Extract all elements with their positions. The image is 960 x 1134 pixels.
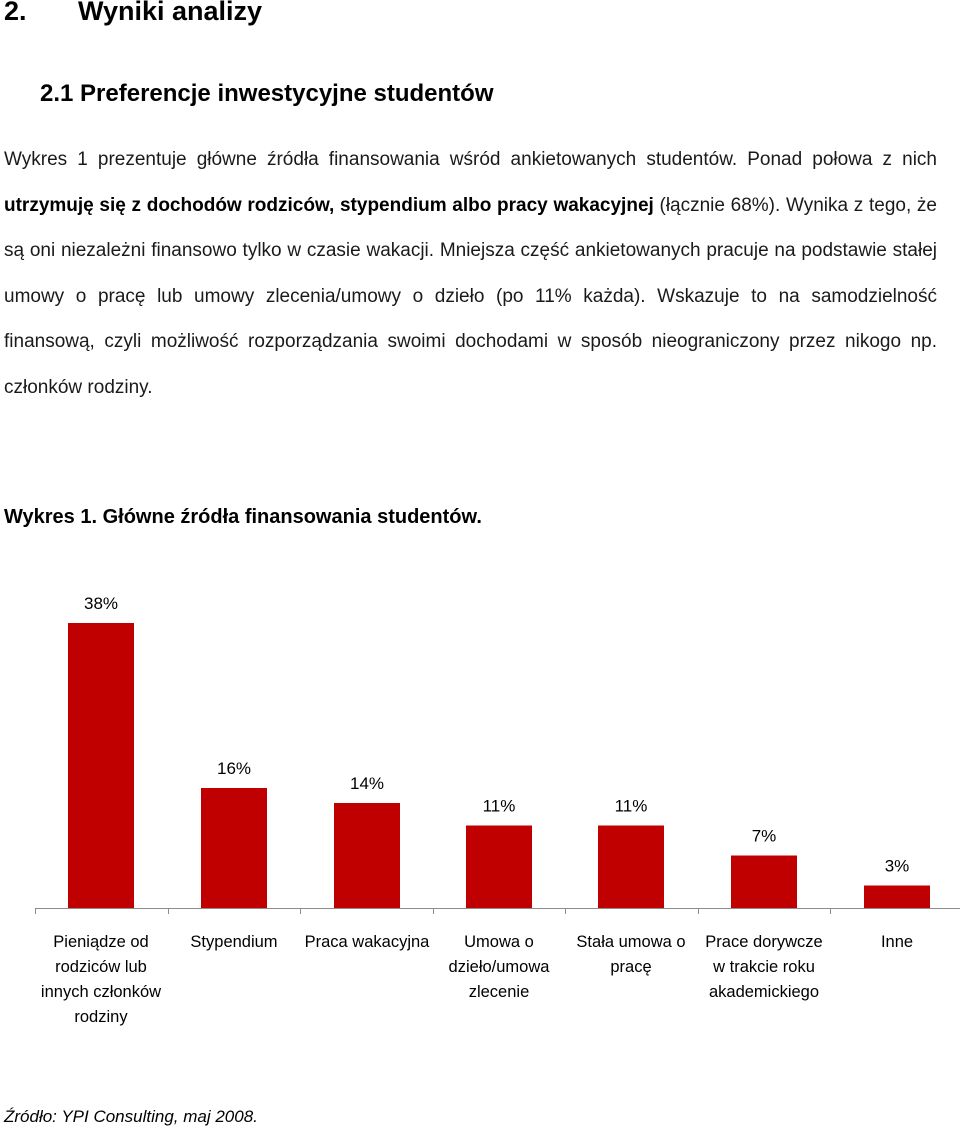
source-note: Źródło: YPI Consulting, maj 2008. — [4, 1107, 258, 1126]
x-tick-label: Stypendium — [190, 933, 278, 951]
x-tick-label: Stała umowa o pracę — [576, 933, 686, 976]
bar — [598, 826, 664, 909]
paragraph-part-2: (łącznie 68%). Wynika z tego, że są oni niezależni finansowo tylko w czasie wakacji. Mniejsza część ankietowanych pracuje na podstawie stałej umowy o pracę lub umowy zlecenia/umowy o dzieło (po 11% każda). Wskazuje to na samodzielność finansową, czyli możliwość rozporządzania swoimi dochodami w sposób nieograniczony przez nikogo np. członków rodziny. — [4, 194, 937, 398]
bar — [334, 803, 400, 908]
paragraph-bold-phrase: utrzymuję się z dochodów rodziców, stypendium albo pracy wakacyjnej — [4, 194, 654, 216]
data-label: 7% — [751, 826, 777, 846]
figure-caption: Wykres 1. Główne źródła finansowania studentów. — [4, 506, 482, 528]
bar — [864, 886, 930, 909]
section-heading — [4, 0, 262, 27]
paragraph-part-1: Wykres 1 prezentuje główne źródła finansowania wśród ankietowanych studentów. Ponad połowa z nich — [4, 149, 937, 170]
data-label: 16% — [216, 759, 252, 778]
x-tick-label: Inne — [880, 933, 914, 951]
body-paragraph — [4, 137, 937, 410]
bar — [466, 826, 532, 909]
data-label: 11% — [614, 796, 648, 816]
x-tick-label: Pieniądze od rodziców lub innych członków rodziny — [40, 933, 162, 1026]
section-title: Wyniki analizy — [78, 0, 263, 26]
data-label: 3% — [884, 856, 910, 876]
bar-chart — [0, 560, 960, 920]
data-label: 38% — [83, 594, 119, 613]
subsection-heading: 2.1 Preferencje inwestycyjne studentów — [40, 80, 494, 107]
x-tick-label: Praca wakacyjna — [304, 933, 430, 951]
x-tick-label: Umowa o dzieło/umowa zlecenie — [448, 933, 550, 1001]
x-tick-label: Prace dorywcze w trakcie roku akademickiego — [705, 933, 823, 1001]
data-label: 14% — [349, 774, 385, 793]
section-number: 2. — [4, 0, 27, 26]
bar — [68, 623, 134, 908]
bar — [731, 856, 797, 909]
data-label: 11% — [482, 796, 516, 816]
bar — [201, 788, 267, 908]
